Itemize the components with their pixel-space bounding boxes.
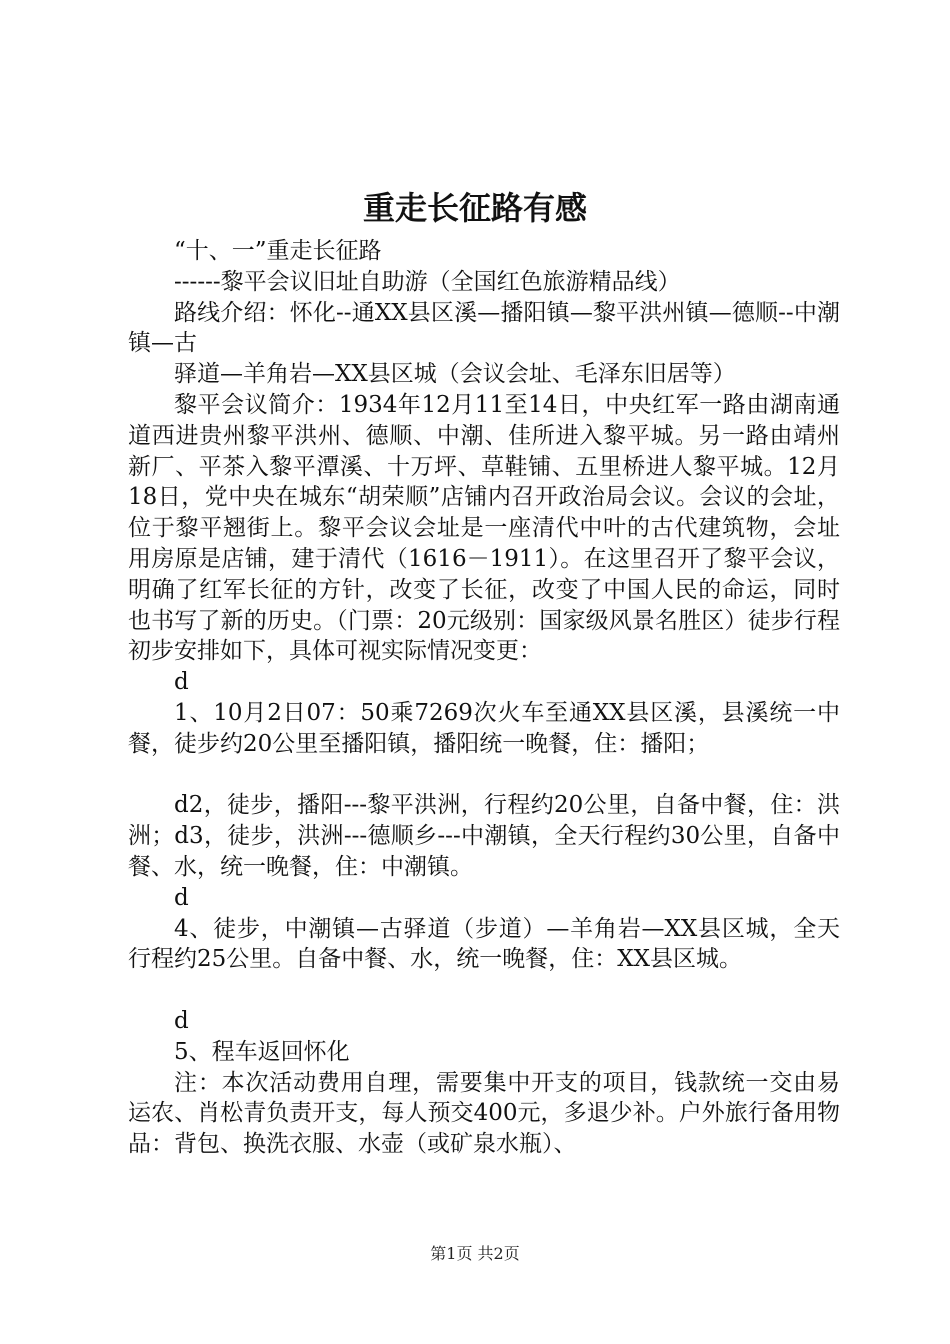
document-body (128, 236, 840, 1160)
paragraph: 驿道—羊角岩—XX县区城（会议会址、毛泽东旧居等） (174, 361, 736, 388)
paragraph: d (174, 884, 189, 911)
blank-line (128, 975, 840, 1006)
paragraph: 5、程车返回怀化 (174, 1038, 350, 1065)
paragraph: 黎平会议简介：1934年12月11至14日，中央红军一路由湖南通道西进贵州黎平洪州、德顺、中潮、佳所进入黎平城。另一路由靖州新厂、平茶入黎平潭溪、十万坪、草鞋铺、五里桥进人黎平城。12月18日，党中央在城东“胡荣顺”店铺内召开政治局会议。会议的会址，位于黎平翘街上。黎平会议会址是一座清代中叶的古代建筑物，会址用房原是店铺，建于清代（1616－1911）。在这里召开了黎平会议，明确了红军长征的方针，改变了长征，改变了中国人民的命运，同时也书写了新的历史。（门票：20元级别：国家级风景名胜区）徒步行程初步安排如下，具体可视实际情况变更： (128, 391, 840, 665)
paragraph: 路线介绍：怀化--通XX县区溪—播阳镇—黎平洪州镇—德顺--中潮镇—古 (128, 299, 840, 357)
blank-line (128, 760, 840, 791)
paragraph: d (174, 669, 189, 696)
paragraph: d (174, 1007, 189, 1034)
paragraph: “十、一”重走长征路 (174, 238, 382, 264)
paragraph: 注：本次活动费用自理，需要集中开支的项目，钱款统一交由易运农、肖松青负责开支，每人预交400元，多退少补。户外旅行备用物品：背包、换洗衣服、水壶（或矿泉水瓶）、 (128, 1069, 840, 1158)
paragraph: ------黎平会议旧址自助游（全国红色旅游精品线） (174, 268, 681, 295)
page-footer: 第1页 共2页 (430, 1244, 520, 1263)
document-title: 重走长征路有感 (362, 189, 587, 227)
paragraph: 4、徒步，中潮镇—古驿道（步道）—羊角岩—XX县区城，全天行程约25公里。自备中餐、水，统一晚餐，住：XX县区城。 (128, 915, 840, 973)
paragraph: 1、10月2日07：50乘7269次火车至通XX县区溪，县溪统一中餐，徒步约20公里至播阳镇，播阳统一晚餐，住：播阳； (128, 699, 840, 757)
paragraph: d2，徒步，播阳---黎平洪洲，行程约20公里，自备中餐，住：洪洲；d3，徒步，洪洲---德顺乡---中潮镇，全天行程约30公里，自备中餐、水，统一晚餐，住：中潮镇。 (128, 792, 840, 880)
